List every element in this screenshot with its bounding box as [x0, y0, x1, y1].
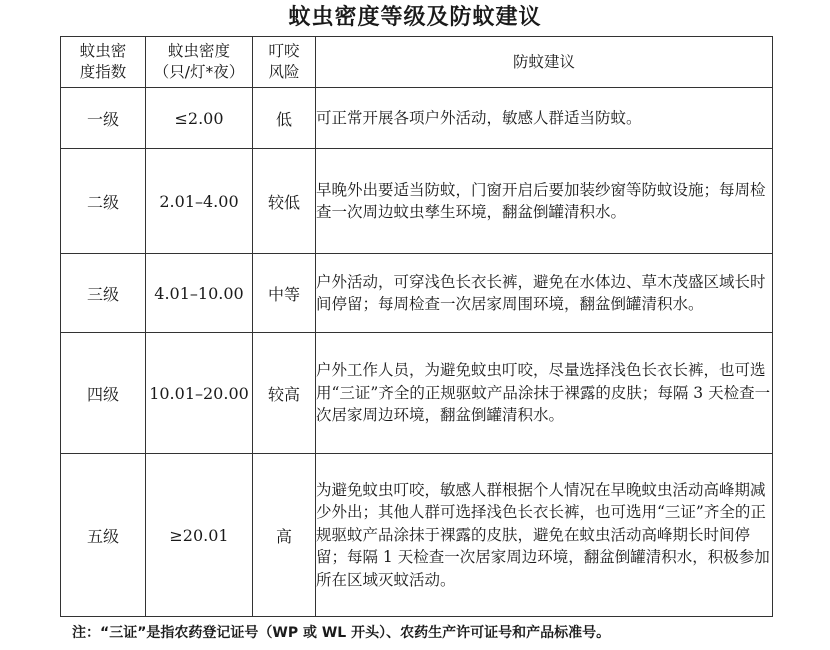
density-cell: 2.01–4.00 [146, 149, 253, 254]
level-cell: 四级 [61, 333, 146, 454]
header-mosquito-density-line1: 蚊虫密度 [167, 42, 230, 60]
density-cell: 10.01–20.00 [146, 333, 253, 454]
header-advice: 防蚊建议 [316, 37, 773, 88]
advice-cell: 早晚外出要适当防蚊，门窗开启后要加装纱窗等防蚊设施；每周检查一次周边蚊虫孳生环境，翻盆倒罐清积水。 [316, 149, 773, 254]
level-cell: 二级 [61, 149, 146, 254]
advice-cell: 可正常开展各项户外活动，敏感人群适当防蚊。 [316, 88, 773, 149]
header-mosquito-density [146, 37, 253, 88]
table-row [61, 333, 773, 454]
header-mosquito-density-line2: （只/灯*夜） [153, 63, 245, 81]
header-density-index-line2: 度指数 [79, 63, 127, 81]
header-bite-risk-line2: 风险 [268, 63, 300, 81]
table-row [61, 254, 773, 333]
advice-cell: 户外工作人员，为避免蚊虫叮咬，尽量选择浅色长衣长裤，也可选用“三证”齐全的正规驱蚊产品涂抹于裸露的皮肤；每隔 3 天检查一次居家周边环境，翻盆倒罐清积水。 [316, 333, 773, 454]
risk-cell: 高 [253, 454, 316, 617]
table-header-row [61, 37, 773, 88]
header-density-index [61, 37, 146, 88]
level-cell: 三级 [61, 254, 146, 333]
risk-cell: 低 [253, 88, 316, 149]
header-bite-risk-line1: 叮咬 [268, 42, 300, 60]
density-cell: ≤2.00 [146, 88, 253, 149]
table-row [61, 149, 773, 254]
header-density-index-line1: 蚊虫密 [79, 42, 127, 60]
table-row [61, 88, 773, 149]
density-cell: 4.01–10.00 [146, 254, 253, 333]
page-title: 蚊虫密度等级及防蚊建议 [288, 5, 542, 30]
level-cell: 一级 [61, 88, 146, 149]
risk-cell: 中等 [253, 254, 316, 333]
advice-cell: 为避免蚊虫叮咬，敏感人群根据个人情况在早晚蚊虫活动高峰期减少外出；其他人群可选择浅色长衣长裤，也可选用“三证”齐全的正规驱蚊产品涂抹于裸露的皮肤，避免在蚊虫活动高峰期长时间停留；每隔 1 天检查一次居家周边环境，翻盆倒罐清积水，积极参加所在区域灭蚊活动。 [316, 454, 773, 617]
advice-cell: 户外活动，可穿浅色长衣长裤，避免在水体边、草木茂盛区域长时间停留；每周检查一次居家周围环境，翻盆倒罐清积水。 [316, 254, 773, 333]
risk-cell: 较低 [253, 149, 316, 254]
level-cell: 五级 [61, 454, 146, 617]
header-bite-risk [253, 37, 316, 88]
mosquito-density-table [60, 36, 773, 617]
footnote: 注：“三证”是指农药登记证号（WP 或 WL 开头）、农药生产许可证号和产品标准号。 [72, 625, 611, 641]
risk-cell: 较高 [253, 333, 316, 454]
density-cell: ≥20.01 [146, 454, 253, 617]
table-row [61, 454, 773, 617]
